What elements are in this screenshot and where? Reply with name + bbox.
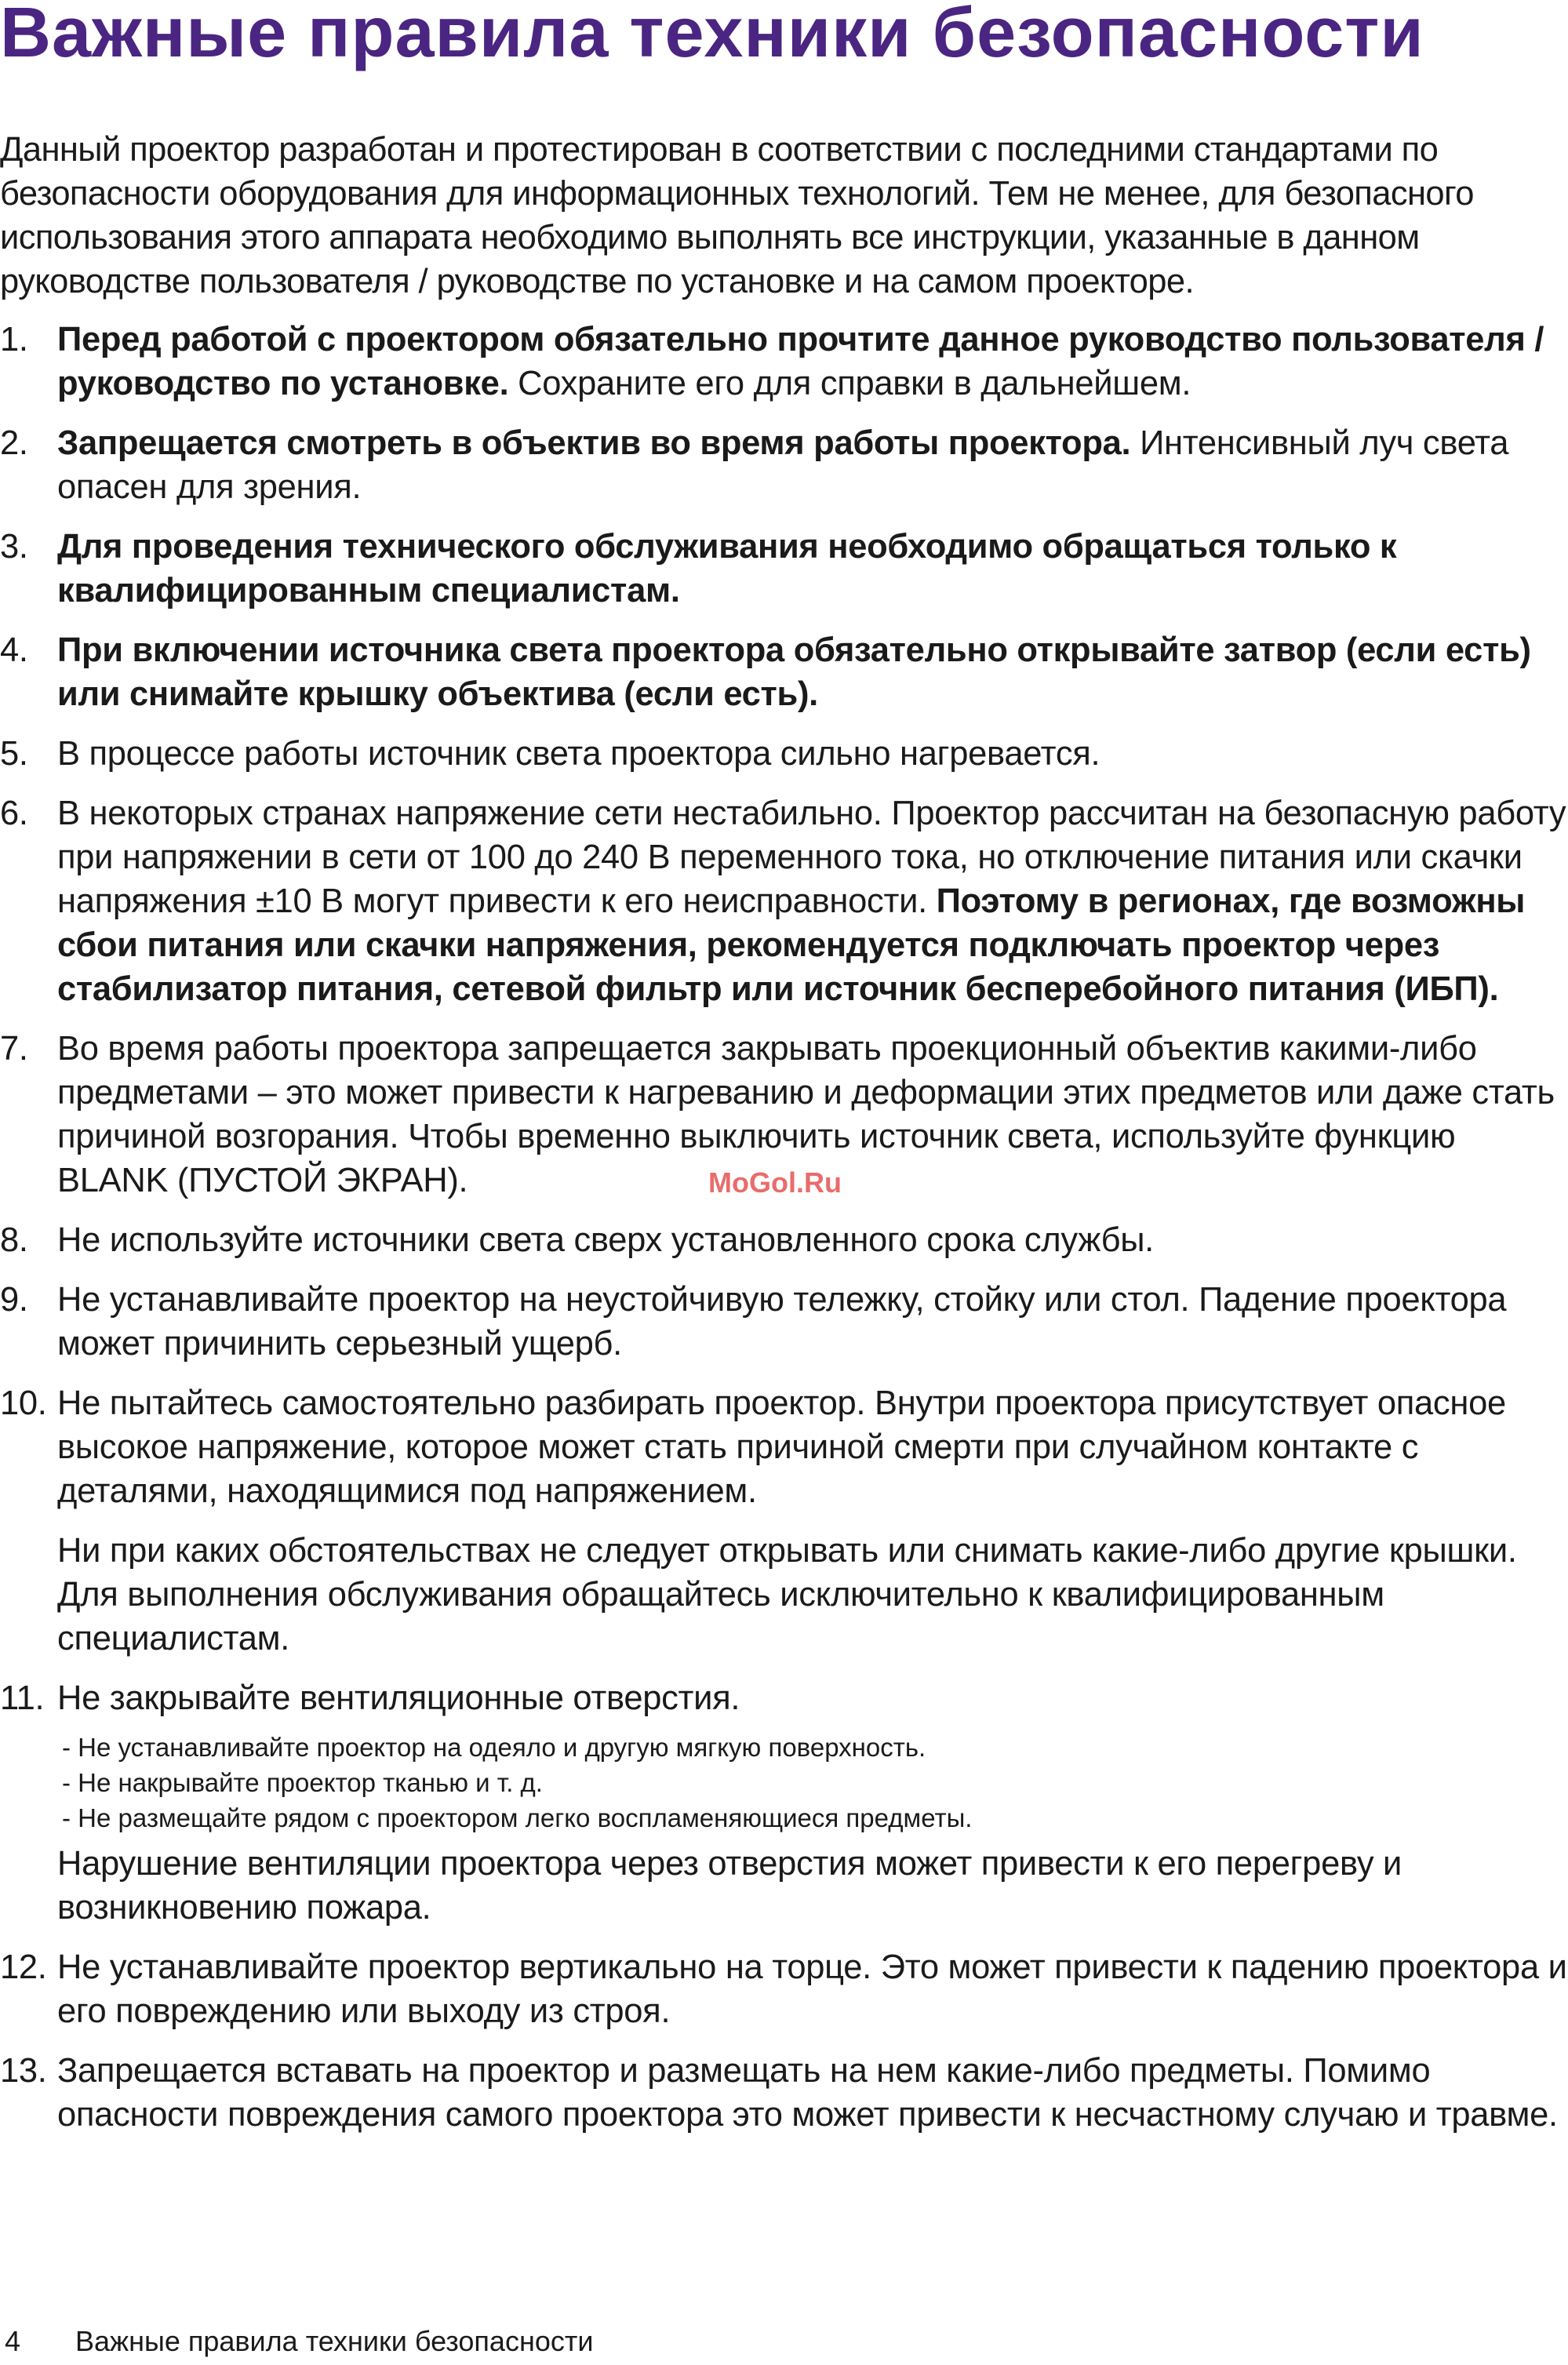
list-item: [0, 1676, 1568, 1930]
intro-paragraph: Данный проектор разработан и протестирован в соответствии с последними стандартами по безопасности оборудования для информационных технологий. Тем не менее, для безопасного использования этого аппарата необходимо выполнять все инструкции, указанные в данном руководстве пользователя / руководстве по установке и на самом проекторе.: [0, 131, 1474, 300]
item-number: 1.: [0, 321, 28, 358]
item-text: Не пытайтесь самостоятельно разбирать проектор. Внутри проектора присутствует опасное высокое напряжение, которое может стать причиной смерти при случайном контакте с деталями, находящимися под напряжением.: [57, 1384, 1506, 1510]
page-number: 4: [5, 2325, 21, 2357]
item-number: 8.: [0, 1221, 28, 1259]
sub-list-item: - Не размещайте рядом с проектором легко воспламеняющиеся предметы.: [62, 1803, 973, 1832]
list-item: [0, 1278, 1568, 1366]
list-item: [0, 525, 1568, 613]
watermark: MoGol.Ru: [708, 1166, 842, 1199]
item-text: Во время работы проектора запрещается закрывать проекционный объектив какими-либо предметами – это может привести к нагреванию и деформации этих предметов или даже стать причиной возгорания. Чтобы временно выключить источник света, используйте функцию BLANK (ПУСТОЙ ЭКРАН).: [57, 1030, 1555, 1199]
item-number: 4.: [0, 631, 28, 669]
item-bold-text: Запрещается смотреть в объектив во время работы проектора.: [57, 424, 1131, 462]
sub-list-item: - Не накрывайте проектор тканью и т. д.: [62, 1768, 543, 1797]
item-text: Не устанавливайте проектор на неустойчивую тележку, стойку или стол. Падение проектора может причинить серьезный ущерб.: [57, 1281, 1507, 1363]
item-number: 5.: [0, 735, 28, 773]
item-bold-text: Для проведения технического обслуживания необходимо обращаться только к квалифицированным специалистам.: [57, 528, 1397, 609]
list-item: [0, 732, 1568, 776]
item-text: В процессе работы источник света проектора сильно нагревается.: [57, 735, 1101, 773]
list-item: [0, 1945, 1568, 2033]
sub-list-item: - Не устанавливайте проектор на одеяло и другую мягкую поверхность.: [62, 1733, 926, 1762]
safety-rules-list: [0, 318, 1568, 2152]
item-text: Не устанавливайте проектор вертикально на торце. Это может привести к падению проектора и его повреждению или выходу из строя.: [57, 1948, 1567, 2030]
item-number: 11.: [0, 1679, 45, 1717]
item-number: 13.: [0, 2052, 47, 2090]
list-item: [0, 628, 1568, 716]
page-footer: [0, 2326, 593, 2357]
item-text: Интенсивный луч света опасен для зрения.: [57, 424, 1509, 506]
item-text: Не закрывайте вентиляционные отверстия.: [57, 1679, 740, 1717]
item-bold-text: Поэтому в регионах, где возможны сбои питания или скачки напряжения, рекомендуется подключать проектор через стабилизатор питания, сетевой фильтр или источник бесперебойного питания (ИБП).: [57, 882, 1526, 1008]
list-item: [0, 318, 1568, 406]
item-number: 7.: [0, 1030, 28, 1068]
item-text: Сохраните его для справки в дальнейшем.: [508, 365, 1191, 402]
list-item: [0, 1218, 1568, 1262]
list-item: [0, 2049, 1568, 2137]
item-text: Запрещается вставать на проектор и размещать на нем какие-либо предметы. Помимо опасности повреждения самого проектора это может привести к несчастному случаю и травме.: [57, 2052, 1558, 2134]
item-text-continued: Ни при каких обстоятельствах не следует открывать или снимать какие-либо другие крышки. Для выполнения обслуживания обращайтесь исключительно к квалифицированным специалистам.: [57, 1532, 1517, 1657]
item-text: Не используйте источники света сверх установленного срока службы.: [57, 1221, 1154, 1259]
footer-section-title: Важные правила техники безопасности: [75, 2325, 594, 2357]
page-title: Важные правила техники безопасности: [0, 0, 1424, 72]
item-number: 10.: [0, 1384, 47, 1422]
item-text: В некоторых странах напряжение сети нестабильно. Проектор рассчитан на безопасную работу при напряжении в сети от 100 до 240 В переменного тока, но отключение питания или скачки напряжения ±10 В могут привести к его неисправности.: [57, 795, 1566, 920]
list-item: [0, 1381, 1568, 1661]
list-item: [0, 791, 1568, 1011]
item-text-continued: Нарушение вентиляции проектора через отверстия может привести к его перегреву и возникновению пожара.: [57, 1845, 1402, 1927]
sub-list: [57, 1730, 1568, 1836]
item-bold-text: Перед работой с проектором обязательно прочтите данное руководство пользователя / руководство по установке.: [57, 321, 1544, 402]
item-number: 2.: [0, 424, 28, 462]
item-number: 9.: [0, 1281, 28, 1319]
list-item: [0, 421, 1568, 509]
item-number: 12.: [0, 1948, 47, 1986]
item-number: 6.: [0, 795, 28, 832]
item-bold-text: При включении источника света проектора обязательно открывайте затвор (если есть) или снимайте крышку объектива (если есть).: [57, 631, 1531, 713]
item-number: 3.: [0, 528, 28, 566]
